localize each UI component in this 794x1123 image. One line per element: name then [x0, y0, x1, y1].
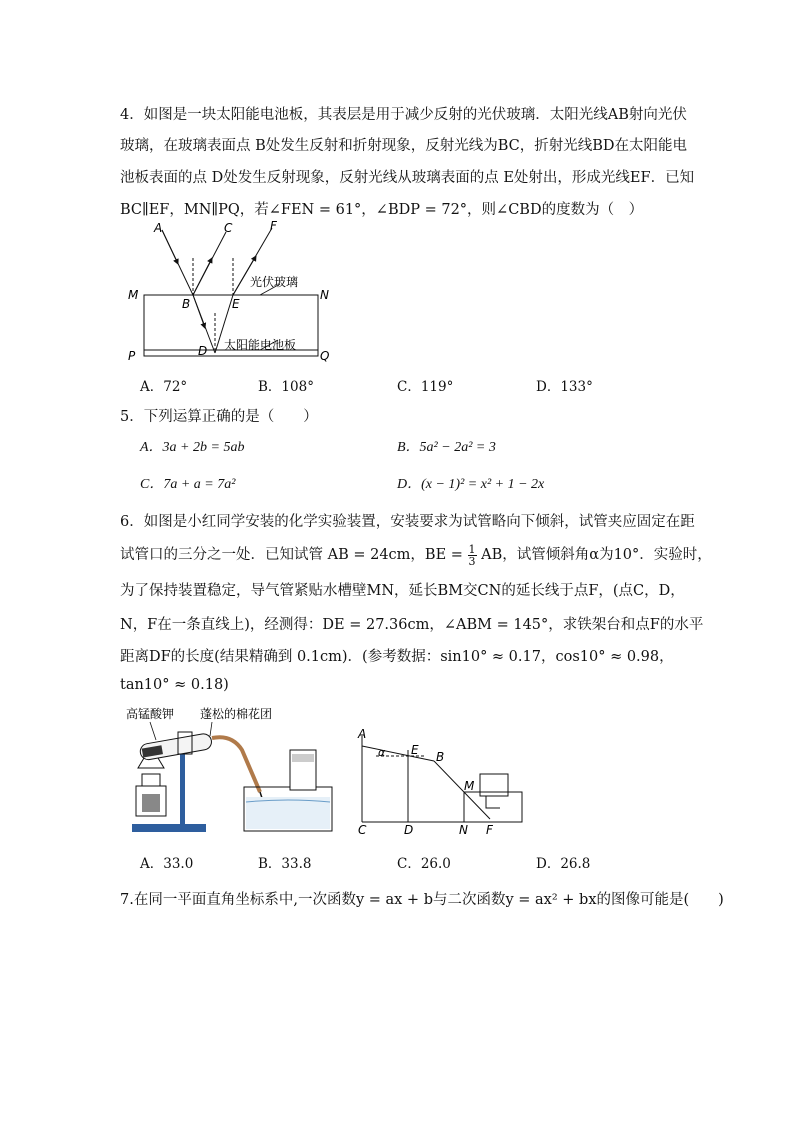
q4-line-1: 4．如图是一块太阳能电池板，其表层是用于减少反射的光伏玻璃．太阳光线AB射向光伏 [120, 107, 687, 123]
q6-line-5: 距离DF的长度(结果精确到 0.1cm)．(参考数据：sin10° ≈ 0.17，cos10° ≈ 0.98， [120, 649, 674, 665]
q4-option-b[interactable]: B．108° [258, 379, 314, 395]
label-B: B [182, 297, 191, 311]
q4-line-2: 玻璃，在玻璃表面点 B处发生反射和折射现象，反射光线为BC，折射光线BD在太阳能电 [120, 138, 688, 154]
q4-option-d[interactable]: D．133° [536, 379, 593, 395]
q4-line-4: BC∥EF，MN∥PQ，若∠FEN = 61°，∠BDP = 72°，则∠CBD的度数为（ ） [120, 202, 644, 218]
label-M: M [128, 288, 139, 302]
label-F: F [270, 219, 277, 233]
geo-label-M: M [464, 779, 475, 793]
fraction-numerator: 1 [468, 542, 476, 556]
geo-label-C: C [358, 823, 367, 837]
q6-option-c[interactable]: C．26.0 [397, 856, 451, 872]
q6-option-b[interactable]: B．33.8 [258, 856, 312, 872]
q6-line-4: N，F在一条直线上)，经测得：DE = 27.36cm，∠ABM = 145°，求铁架台和点F的水平 [120, 617, 704, 633]
q6-line-2 [120, 543, 712, 567]
glass-label: 光伏玻璃 [250, 275, 299, 289]
q5-option-d[interactable]: D．(x − 1)² = x² + 1 − 2x [397, 477, 545, 492]
q5-option-a[interactable]: A．3a + 2b = 5ab [140, 440, 245, 455]
q5-option-b[interactable]: B．5a² − 2a² = 3 [397, 440, 496, 455]
lab-apparatus-figure [120, 702, 340, 840]
q5-stem: 5．下列运算正确的是（ ） [120, 409, 318, 425]
label-P: P [128, 349, 136, 363]
q6-option-d[interactable]: D．26.8 [536, 856, 591, 872]
q5-option-c[interactable]: C．7a + a = 7a² [140, 477, 236, 492]
fraction-one-third [468, 544, 477, 567]
label-E: E [232, 297, 240, 311]
label-N: N [320, 288, 329, 302]
q6-line-2a: 试管口的三分之一处．已知试管 AB = 24cm，BE = [120, 547, 463, 563]
q4-option-c[interactable]: C．119° [397, 379, 454, 395]
label-cotton: 蓬松的棉花团 [200, 707, 273, 721]
label-potassium-permanganate: 高锰酸钾 [126, 707, 175, 721]
panel-label: 太阳能电池板 [224, 338, 297, 352]
geo-label-A: A [358, 727, 367, 741]
label-A: A [154, 221, 163, 235]
q6-line-2b: AB，试管倾斜角α为10°．实验时， [481, 547, 712, 563]
geo-label-E: E [411, 743, 419, 757]
geo-label-F: F [486, 823, 493, 837]
q6-line-3: 为了保持装置稳定，导气管紧贴水槽壁MN，延长BM交CN的延长线于点F，(点C，D， [120, 583, 685, 599]
q7-stem: 7.在同一平面直角坐标系中,一次函数y = ax + b与二次函数y = ax² + bx的图像可能是( ) [120, 892, 724, 908]
q6-line-1: 6．如图是小红同学安装的化学实验装置，安装要求为试管略向下倾斜，试管夹应固定在距 [120, 514, 695, 530]
label-C: C [224, 221, 233, 235]
geo-label-B: B [436, 750, 445, 764]
label-Q: Q [320, 349, 330, 363]
q4-line-3: 池板表面的点 D处发生反射现象，反射光线从玻璃表面的点 E处射出，形成光线EF．已知 [120, 170, 695, 186]
label-D: D [198, 344, 208, 358]
q4-option-a[interactable]: A．72° [140, 379, 188, 395]
fraction-denominator: 3 [468, 554, 476, 568]
geo-label-N: N [459, 823, 468, 837]
q6-option-a[interactable]: A．33.0 [140, 856, 194, 872]
geometry-figure [356, 726, 536, 842]
geo-label-D: D [404, 823, 414, 837]
geo-label-alpha: α [378, 746, 386, 759]
q4-figure [120, 218, 350, 368]
q6-line-6: tan10° ≈ 0.18) [120, 677, 229, 693]
